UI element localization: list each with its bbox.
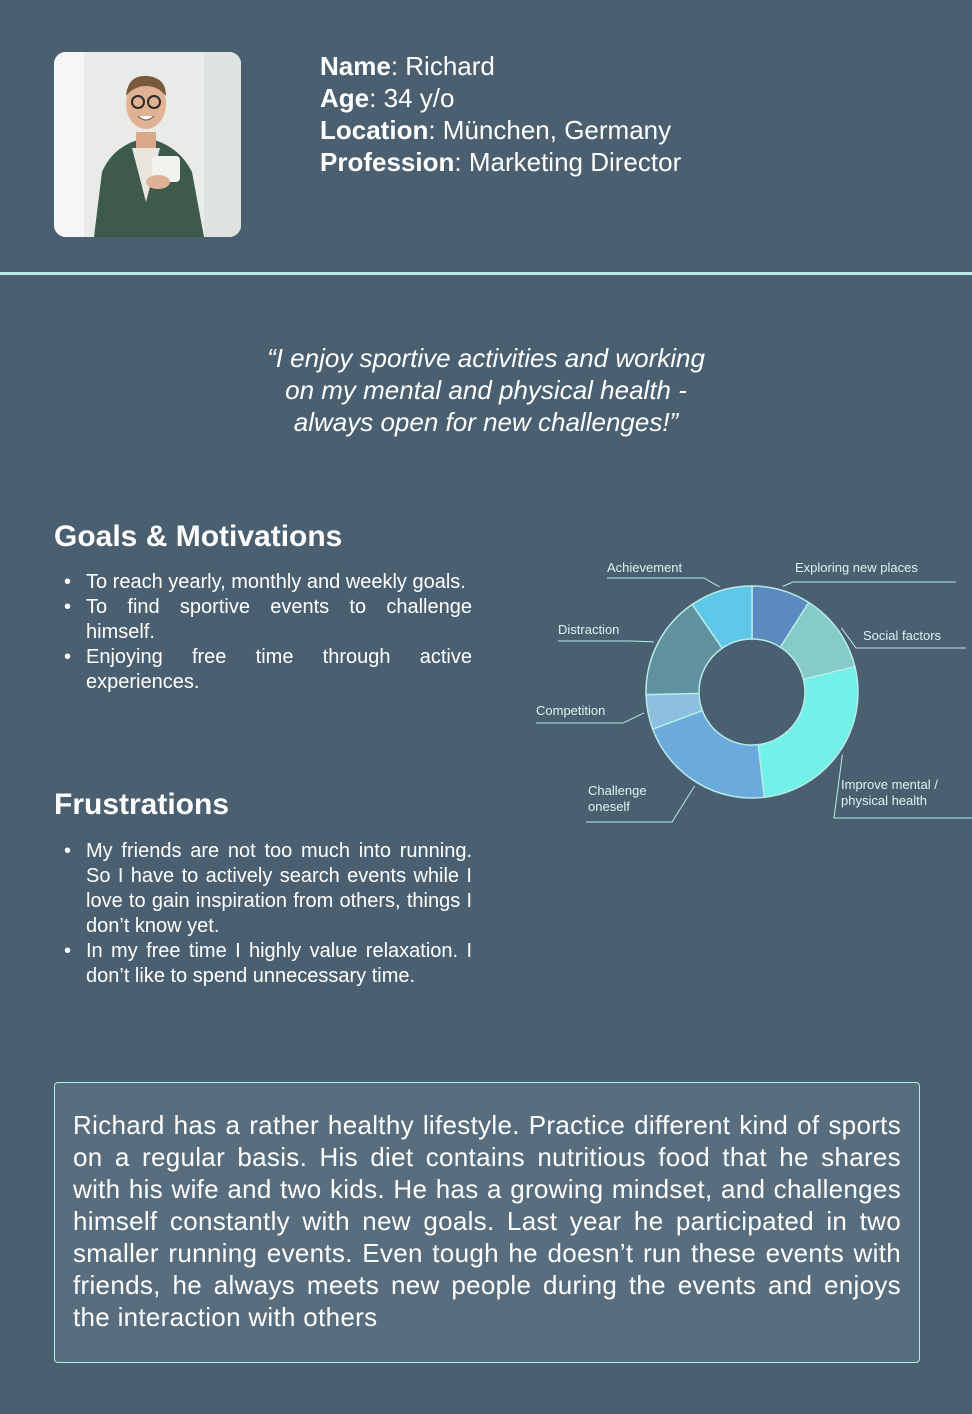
location-label: Location <box>320 115 429 145</box>
leader-line <box>607 578 720 587</box>
chart-label: Exploring new places <box>795 560 918 575</box>
chart-label: Improve mental / physical health <box>841 777 938 808</box>
age-label: Age <box>320 83 370 113</box>
donut-slice <box>653 711 765 798</box>
location-value: München, Germany <box>442 115 672 145</box>
list-item: • To find sportive events to challenge himself. <box>62 595 472 645</box>
quote-line: “I enjoy sportive activities and working <box>267 343 705 373</box>
summary-box <box>54 1082 920 1363</box>
list-item: • My friends are not too much into running. So I have to actively search events while I love to gain inspiration from others, things I don’t know yet. <box>62 839 472 939</box>
frustrations-heading: Frustrations <box>54 788 230 821</box>
goals-heading: Goals & Motivations <box>54 520 343 553</box>
list-item: • Enjoying free time through active experiences. <box>62 645 472 695</box>
motivation-donut-chart <box>526 555 972 835</box>
profile-name: Name: Richard <box>320 51 495 81</box>
profile-info <box>320 50 681 178</box>
profile-age: Age: 34 y/o <box>320 83 455 113</box>
quote-line: on my mental and physical health - <box>285 375 687 405</box>
chart-label: Social factors <box>863 628 942 643</box>
leader-line <box>558 641 654 642</box>
frustrations-list <box>62 839 472 989</box>
name-value: Richard <box>405 51 495 81</box>
profile-profession: Profession: Marketing Director <box>320 147 682 177</box>
chart-label: Distraction <box>558 622 620 637</box>
name-label: Name <box>320 51 391 81</box>
list-item: • To reach yearly, monthly and weekly goals. <box>62 570 472 595</box>
profession-value: Marketing Director <box>468 147 682 177</box>
persona-quote <box>186 342 786 438</box>
profile-location: Location: München, Germany <box>320 115 672 145</box>
section-divider <box>0 272 972 275</box>
chart-label: Achievement <box>607 560 683 575</box>
list-item: • In my free time I highly value relaxation. I don’t like to spend unnecessary time. <box>62 939 472 989</box>
goals-list <box>62 570 472 695</box>
profile-photo <box>54 52 241 237</box>
leader-line <box>783 582 956 586</box>
chart-label: Challenge oneself <box>588 783 647 814</box>
age-value: 34 y/o <box>383 83 455 113</box>
quote-line: always open for new challenges!” <box>293 407 679 437</box>
summary-text: Richard has a rather healthy lifestyle. Practice different kind of sports on a regular basis. His diet contains nutritious food that he shares with his wife and two kids. He has a growing mindset, and challenges himself constantly with new goals. Last year he participated in two smaller running events. Even tough he doesn’t run these events with friends, he always meets new people during the events and enjoys the interaction with others <box>73 1110 901 1332</box>
chart-label: Competition <box>536 703 606 718</box>
profession-label: Profession <box>320 147 455 177</box>
